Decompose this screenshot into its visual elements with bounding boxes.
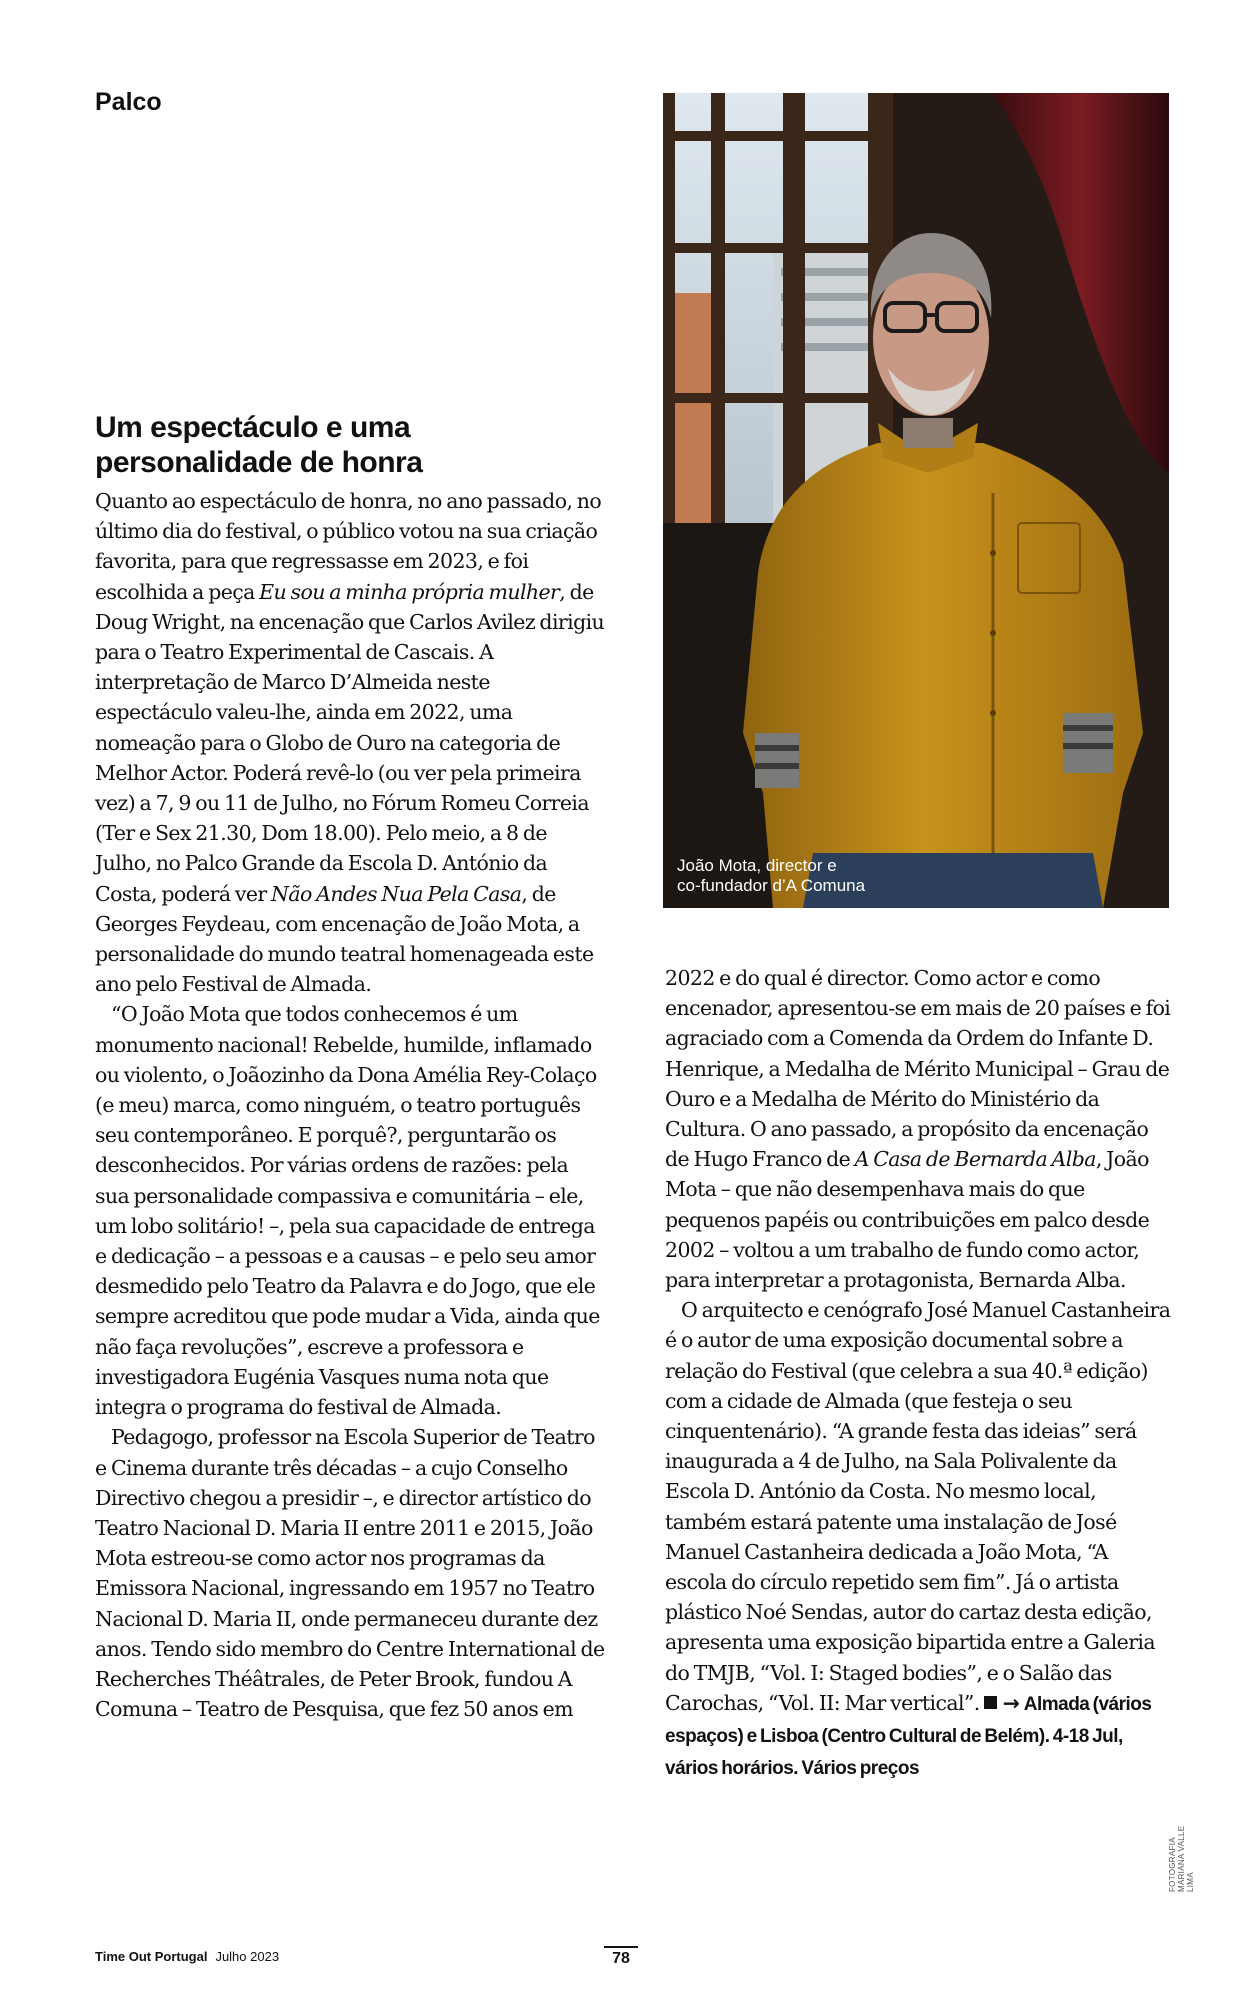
play-title: Não Andes Nua Pela Casa	[271, 881, 522, 906]
play-title: Eu sou a minha própria mulher	[259, 579, 560, 604]
text-run: O arquitecto e cenógrafo José Manuel Castanheira é o autor de uma exposição documental sobre a relação do Festival (que celebra a sua 40.ª edição) com a cidade de Almada (que festeja o seu cinquentenário). “A grande festa das ideias” será inaugurada a 4 de Julho, na Sala Polivalente da Escola D. António da Costa. No mesmo local, também estará patente uma instalação de José Manuel Castanheira dedicada a João Mota, “A escola do círculo repetido sem fim”. Já o artista plástico Noé Sendas, autor do cartaz desta edição, apresenta uma exposição bipartida entre a Galeria do TMJB, “Vol. I: Staged bodies”, e o Salão das Carochas, “Vol. II: Mar vertical”.	[665, 1298, 1171, 1715]
issue-date: Julho 2023	[215, 1949, 280, 1964]
text-run: , de Doug Wright, na encenação que Carlos Avilez dirigiu para o Teatro Experimental de Cascais. A interpretação de Marco D’Almeida neste espectáculo valeu-lhe, ainda em 2022, uma nomeação para o Globo de Ouro na categoria de Melhor Actor. Poderá revê-lo (ou ver pela primeira vez) a 7, 9 ou 11 de Julho, no Fórum Romeu Correia (Ter e Sex 21.30, Dom 18.00). Pelo meio, a 8 de Julho, no Palco Grande da Escola D. António da Costa, poderá ver	[95, 579, 605, 906]
portrait-illustration	[663, 93, 1169, 908]
photo-caption: João Mota, director e co-fundador d’A Comuna	[677, 856, 866, 895]
text-run: , de Georges Feydeau, com encenação de João Mota, a personalidade do mundo teatral homenageada este ano pelo Festival de Almada.	[95, 881, 594, 997]
page-footer	[95, 1949, 279, 1964]
paragraph	[665, 963, 1173, 1295]
magazine-brand: Time Out Portugal	[95, 1949, 208, 1964]
section-tag: Palco	[95, 88, 162, 116]
text-run: 2022 e do qual é director. Como actor e como encenador, apresentou-se em mais de 20 países e foi agraciado com a Comenda da Ordem do Infante D. Henrique, a Medalha de Mérito Municipal – Grau de Ouro e a Medalha de Mérito do Ministério da Cultura. O ano passado, a propósito da encenação de Hugo Franco de	[665, 966, 1171, 1172]
left-column	[95, 410, 605, 1724]
text-run: , João Mota – que não desempenhava mais do que pequenos papéis ou contribuições em palco desde 2002 – voltou a um trabalho de fundo como actor, para interpretar a protagonista, Bernarda Alba.	[665, 1147, 1150, 1293]
headline: Um espectáculo e uma personalidade de honra	[95, 411, 423, 479]
paragraph	[95, 486, 605, 999]
event-listing: Almada (vários espaços) e Lisboa (Centro Cultural de Belém). 4-18 Jul, vários horários. Vários preços	[665, 1693, 1152, 1780]
paragraph: Pedagogo, professor na Escola Superior de Teatro e Cinema durante três décadas – a cujo Conselho Directivo chegou a presidir –, e director artístico do Teatro Nacional D. Maria II entre 2011 e 2015, João Mota estreou-se como actor nos programas da Emissora Nacional, ingressando em 1957 no Teatro Nacional D. Maria II, onde permaneceu durante dez anos. Tendo sido membro do Centre International de Recherches Théâtrales, de Peter Brook, fundou A Comuna – Teatro de Pesquisa, que fez 50 anos em	[95, 1425, 605, 1722]
paragraph: “O João Mota que todos conhecemos é um monumento nacional! Rebelde, humilde, inflamado ou violento, o Joãozinho da Dona Amélia Rey-Colaço (e meu) marca, como ninguém, o teatro português seu contemporâneo. E porquê?, perguntarão os desconhecidos. Por várias ordens de razões: pela sua personalidade compassiva e comunitária – ele, um lobo solitário! –, pela sua capacidade de entrega e dedicação – a pessoas e a causas – e pelo seu amor desmedido pelo Teatro da Palavra e do Jogo, que ele sempre acreditou que pode mudar a Vida, ainda que não faça revoluções”, escreve a professora e investigadora Eugénia Vasques numa nota que integra o programa do festival de Almada.	[95, 1002, 600, 1420]
page-number: 78	[604, 1946, 638, 1968]
right-column	[665, 963, 1173, 1784]
paragraph	[665, 1295, 1173, 1784]
photo-credit: FOTOGRAFIA MARIANA VALLE LIMA	[1168, 1825, 1195, 1892]
portrait-photo	[663, 93, 1169, 908]
text-run: Quanto ao espectáculo de honra, no ano passado, no último dia do festival, o público votou na sua criação favorita, para que regressasse em 2023, e foi escolhida a peça	[95, 489, 602, 604]
play-title: A Casa de Bernarda Alba	[854, 1147, 1096, 1172]
end-square-icon	[984, 1696, 997, 1709]
arrow-right-icon: →	[1002, 1690, 1020, 1715]
